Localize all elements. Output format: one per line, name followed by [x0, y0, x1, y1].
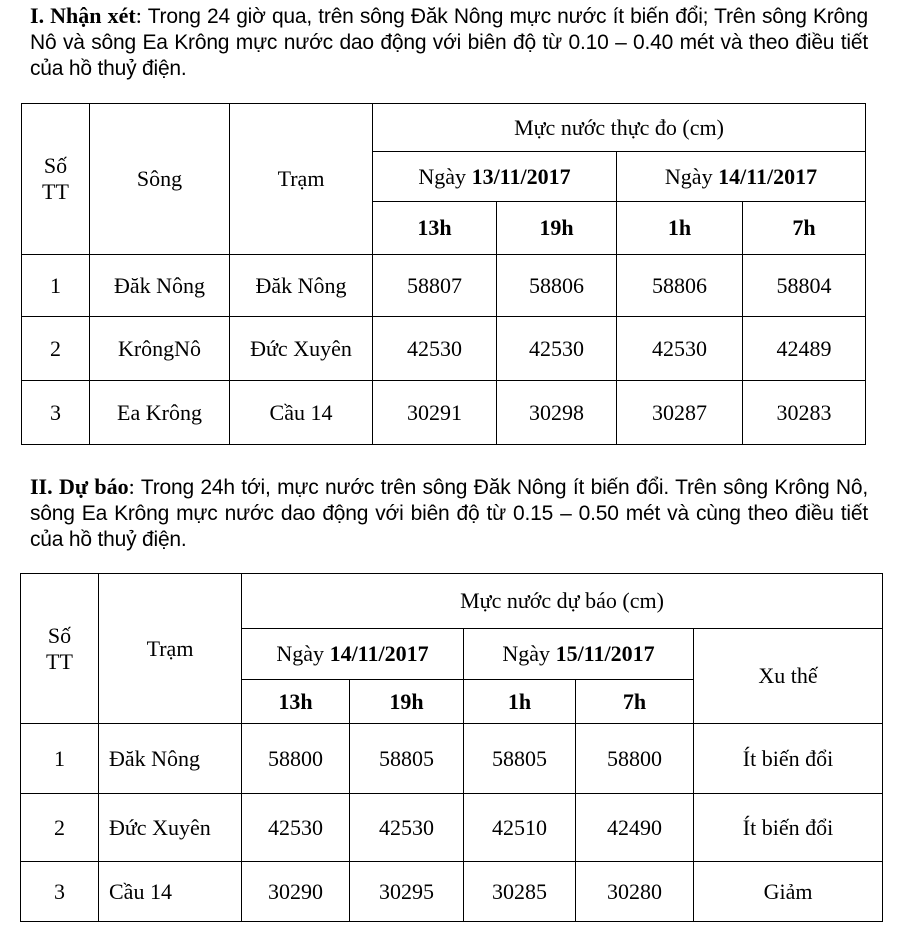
hour-header: 7h: [743, 202, 866, 255]
cell-value: 58806: [617, 255, 743, 317]
table-row: [21, 724, 883, 794]
cell-tram: Đức Xuyên: [230, 317, 373, 381]
day-header-1: Ngày 13/11/2017: [373, 152, 617, 202]
section-1-colon: :: [135, 3, 142, 28]
hour-header: 13h: [242, 680, 350, 724]
cell-value: 42530: [350, 794, 464, 862]
hour-header: 19h: [350, 680, 464, 724]
cell-value: 42510: [464, 794, 576, 862]
hour-header: 7h: [576, 680, 694, 724]
hour-header: 19h: [497, 202, 617, 255]
cell-song: KrôngNô: [90, 317, 230, 381]
cell-value: 58800: [576, 724, 694, 794]
hour-header: 1h: [617, 202, 743, 255]
cell-value: 58807: [373, 255, 497, 317]
col-header-song: Sông: [90, 104, 230, 255]
cell-value: 58806: [497, 255, 617, 317]
col-header-tram: Trạm: [99, 574, 242, 724]
cell-xuthe: Giảm: [694, 862, 883, 922]
section-2-heading: II. Dự báo: [30, 474, 129, 499]
cell-value: 42489: [743, 317, 866, 381]
table-row: [21, 794, 883, 862]
col-header-sott: Số TT: [21, 574, 99, 724]
hour-header: 13h: [373, 202, 497, 255]
cell-tram: Cầu 14: [99, 862, 242, 922]
cell-song: Đăk Nông: [90, 255, 230, 317]
cell-value: 30291: [373, 381, 497, 445]
cell-value: 42530: [497, 317, 617, 381]
group-header-observed: Mực nước thực đo (cm): [373, 104, 866, 152]
day-header-1: Ngày 14/11/2017: [242, 629, 464, 680]
section-2-paragraph: [30, 474, 868, 553]
table-row: [22, 381, 866, 445]
cell-value: 58805: [350, 724, 464, 794]
cell-tram: Đức Xuyên: [99, 794, 242, 862]
cell-value: 30298: [497, 381, 617, 445]
cell-stt: 2: [21, 794, 99, 862]
cell-stt: 1: [22, 255, 90, 317]
col-header-sott: Số TT: [22, 104, 90, 255]
day-header-2: Ngày 14/11/2017: [617, 152, 866, 202]
section-2-colon: :: [128, 474, 135, 499]
cell-xuthe: Ít biến đổi: [694, 724, 883, 794]
cell-value: 30295: [350, 862, 464, 922]
cell-value: 58804: [743, 255, 866, 317]
cell-value: 42530: [373, 317, 497, 381]
section-2-text: Trong 24h tới, mực nước trên sông Đăk Nông ít biến đổi. Trên sông Krông Nô, sông Ea Krông mực nước dao động với biên độ từ 0.15 – 0.50 mét và cùng theo điều tiết của hồ thuỷ điện.: [30, 476, 868, 551]
cell-stt: 3: [22, 381, 90, 445]
section-1-text: Trong 24 giờ qua, trên sông Đăk Nông mực nước ít biến đổi; Trên sông Krông Nô và sông Ea Krông mực nước dao động với biên độ từ 0.10 – 0.40 mét và theo điều tiết của hồ thuỷ điện.: [30, 5, 868, 80]
cell-tram: Đăk Nông: [230, 255, 373, 317]
hour-header: 1h: [464, 680, 576, 724]
cell-value: 42490: [576, 794, 694, 862]
table-row: [22, 255, 866, 317]
cell-xuthe: Ít biến đổi: [694, 794, 883, 862]
cell-stt: 2: [22, 317, 90, 381]
cell-value: 30280: [576, 862, 694, 922]
section-1-heading: . Nhận xét: [38, 3, 136, 28]
cell-value: 30287: [617, 381, 743, 445]
cell-song: Ea Krông: [90, 381, 230, 445]
forecast-water-level-table: [20, 573, 883, 922]
group-header-forecast: Mực nước dự báo (cm): [242, 574, 883, 629]
cell-value: 58800: [242, 724, 350, 794]
cell-tram: Cầu 14: [230, 381, 373, 445]
cell-value: 42530: [617, 317, 743, 381]
cell-tram: Đăk Nông: [99, 724, 242, 794]
cell-stt: 3: [21, 862, 99, 922]
col-header-tram: Trạm: [230, 104, 373, 255]
table-row: [22, 317, 866, 381]
section-1-paragraph: [30, 3, 868, 82]
day-header-2: Ngày 15/11/2017: [464, 629, 694, 680]
col-header-xuthe: Xu thế: [694, 629, 883, 724]
cell-value: 30285: [464, 862, 576, 922]
cell-value: 58805: [464, 724, 576, 794]
cell-stt: 1: [21, 724, 99, 794]
observed-water-level-table: [21, 103, 866, 445]
cell-value: 30283: [743, 381, 866, 445]
cell-value: 30290: [242, 862, 350, 922]
section-1-roman: I: [30, 3, 39, 28]
table-row: [21, 862, 883, 922]
cell-value: 42530: [242, 794, 350, 862]
